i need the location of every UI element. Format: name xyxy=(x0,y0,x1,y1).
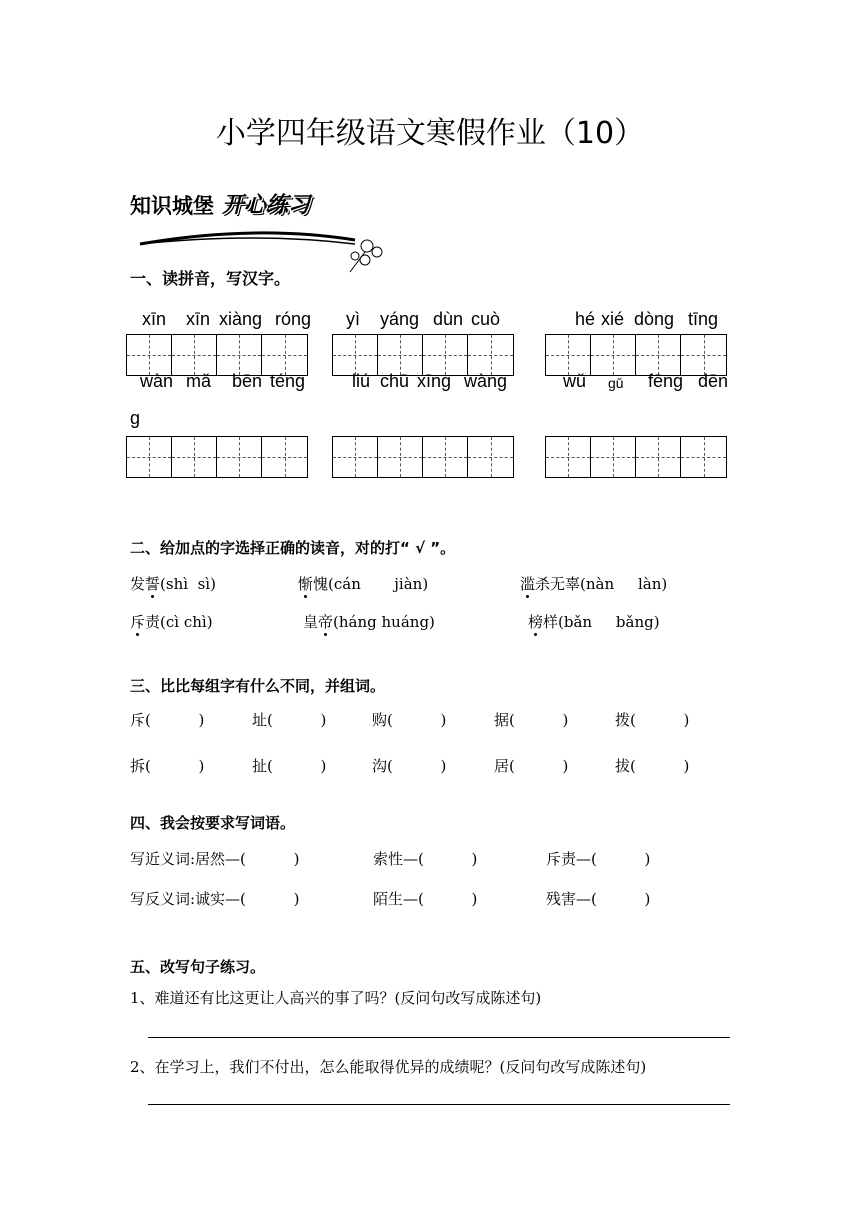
page-title: 小学四年级语文寒假作业（10） xyxy=(215,116,645,151)
word-group-item: 居( ) xyxy=(494,757,569,775)
pinyin: róng xyxy=(275,309,312,329)
pinyin: hé xyxy=(575,309,596,329)
word-item: 写近义词:居然—( ) xyxy=(130,850,300,868)
pinyin: tīng xyxy=(688,309,719,329)
pinyin: xīn xyxy=(142,309,167,329)
pinyin: yì xyxy=(346,309,361,329)
pinyin: gǔ xyxy=(608,375,624,391)
word-group-item: 扯( ) xyxy=(252,757,327,775)
pinyin: wàng xyxy=(464,371,508,391)
section-4-heading: 四、我会按要求写词语。 xyxy=(130,814,296,832)
pinyin: fēng xyxy=(648,371,684,391)
word-group-item: 拔( ) xyxy=(615,757,690,775)
writing-grid[interactable] xyxy=(126,334,308,376)
banner-decoration-text: 开心练习 xyxy=(222,192,311,218)
pinyin: wǔ xyxy=(563,371,587,391)
banner-title: 知识城堡 xyxy=(130,194,214,218)
writing-grid[interactable] xyxy=(545,334,727,376)
pronunciation-item: 发誓(shì sì) xyxy=(130,575,216,593)
pinyin: mǎ xyxy=(186,371,212,391)
answer-line-1[interactable] xyxy=(148,1037,730,1038)
section-2-heading: 二、给加点的字选择正确的读音，对的打“ √ ”。 xyxy=(130,539,456,557)
section-1-heading: 一、读拼音，写汉字。 xyxy=(130,269,291,288)
pinyin: xiàng xyxy=(219,309,263,329)
pinyin: wàn xyxy=(140,371,174,391)
writing-grid[interactable] xyxy=(126,436,308,478)
word-item: 写反义词:诚实—( ) xyxy=(130,890,300,908)
word-group-item: 斥( ) xyxy=(130,711,205,729)
pinyin: liú xyxy=(352,371,371,391)
writing-grid[interactable] xyxy=(332,334,514,376)
pronunciation-item: 斥责(cì chì) xyxy=(130,613,213,631)
question-2: 2、在学习上，我们不付出，怎么能取得优异的成绩呢？(反问句改写成陈述句) xyxy=(130,1058,647,1076)
writing-grid[interactable] xyxy=(545,436,727,478)
pinyin: téng xyxy=(270,371,306,391)
pronunciation-item: 皇帝(háng huáng) xyxy=(303,613,435,631)
pinyin-wrap: g xyxy=(130,408,141,428)
question-1: 1、难道还有比这更让人高兴的事了吗？(反问句改写成陈述句) xyxy=(130,989,542,1007)
writing-grid[interactable] xyxy=(332,436,514,478)
pinyin: dùn xyxy=(433,309,464,329)
pronunciation-item: 榜样(bǎn bǎng) xyxy=(528,613,660,631)
word-item: 残害—( ) xyxy=(546,890,651,908)
section-5-heading: 五、改写句子练习。 xyxy=(130,958,266,976)
pronunciation-item: 滥杀无辜(nàn làn) xyxy=(520,575,668,593)
pinyin: xīng xyxy=(417,371,452,391)
pinyin: xié xyxy=(601,309,625,329)
pronunciation-item: 惭愧(cán jiàn) xyxy=(298,575,429,593)
word-group-item: 拨( ) xyxy=(615,711,690,729)
pinyin: yáng xyxy=(380,309,420,329)
pinyin: cuò xyxy=(471,309,501,329)
word-group-item: 址( ) xyxy=(252,711,327,729)
answer-line-2[interactable] xyxy=(148,1104,730,1105)
pinyin: chū xyxy=(380,371,410,391)
pinyin: xīn xyxy=(186,309,211,329)
word-group-item: 购( ) xyxy=(372,711,447,729)
section-3-heading: 三、比比每组字有什么不同，并组词。 xyxy=(130,677,386,695)
word-item: 斥责—( ) xyxy=(546,850,651,868)
pinyin: bēn xyxy=(232,371,263,391)
pinyin: dòng xyxy=(634,309,675,329)
pinyin: dēn xyxy=(698,371,729,391)
word-group-item: 沟( ) xyxy=(372,757,447,775)
word-group-item: 拆( ) xyxy=(130,757,205,775)
word-item: 陌生—( ) xyxy=(373,890,478,908)
word-item: 索性—( ) xyxy=(373,850,478,868)
word-group-item: 据( ) xyxy=(494,711,569,729)
